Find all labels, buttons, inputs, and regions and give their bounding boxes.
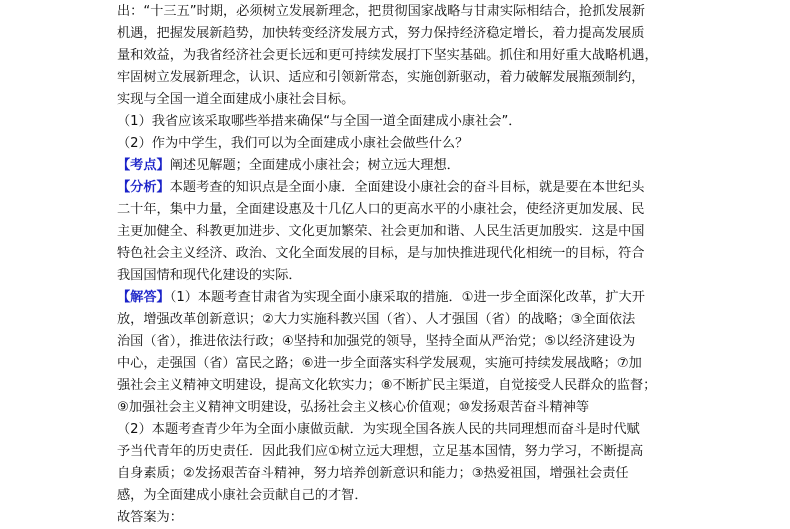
jieda-line: 感，为全面建成小康社会贡献自己的才智． [117,488,368,503]
answer-label: 故答案为： [117,510,183,525]
jieda-line: 治国（省），推进依法行政；④坚持和加强党的领导，坚持全面从严治党；⑤以经济建设为 [117,334,636,349]
paragraph-line: 实现与全国一道全面建成小康社会目标。 [117,92,355,107]
jieda-line [117,287,677,309]
jieda-line: （2）本题考查青少年为全面小康做贡献．为实现全国各族人民的共同理想而奋斗是时代赋 [117,422,640,437]
paragraph-line: 牢固树立发展新理念，认识、适应和引领新常态，实施创新驱动，着力破解发展瓶颈制约， [117,70,645,85]
document-body [117,0,677,529]
question-2: （2）作为中学生，我们可以为全面建成小康社会做些什么？ [117,136,469,151]
jieda-line: 放，增强改革创新意识；②大力实施科教兴国（省）、人才强国（省）的战略；③全面依法 [117,312,636,327]
fenxi-tag: 【分析】 [117,180,170,195]
jieda-line: ⑨加强社会主义精神文明建设，弘扬社会主义核心价值观；⑩发扬艰苦奋斗精神等 [117,400,590,415]
kaodian-line [117,155,677,177]
kaodian-text: 阐述见解题；全面建成小康社会；树立远大理想． [169,158,460,173]
jieda-text: （1）本题考查甘肃省为实现全面小康采取的措施．①进一步全面深化改革，扩大开 [169,290,645,305]
jieda-line: 强社会主义精神文明建设，提高文化软实力；⑧不断扩民主渠道，自觉接受人民群众的监督； [117,378,657,393]
paragraph-line: 出：“十三五”时期，必须树立发展新理念，把贯彻国家战略与甘肃实际相结合，抢抓发展新 [117,4,645,19]
kaodian-tag: 【考点】 [117,158,170,173]
fenxi-line: 主更加健全、科教更加进步、文化更加繁荣、社会更加和谐、人民生活更加殷实．这是中国 [117,224,645,239]
fenxi-line: 我国国情和现代化建设的实际． [117,268,302,283]
jieda-line: 予当代青年的历史责任．因此我们应①树立远大理想，立足基本国情，努力学习，不断提高 [117,444,644,459]
jieda-line: 自身素质；②发扬艰苦奋斗精神，努力培养创新意识和能力；③热爱祖国，增强社会责任 [117,466,629,481]
fenxi-text: 本题考查的知识点是全面小康．全面建设小康社会的奋斗目标，就是要在本世纪头 [169,180,645,195]
jieda-line: 中心，走强国（省）富民之路；⑥进一步全面落实科学发展观，实施可持续发展战略；⑦加 [117,356,642,371]
fenxi-line: 特色社会主义经济、政治、文化全面发展的目标，是与加快推进现代化相统一的目标，符合 [117,246,645,261]
question-1: （1）我省应该采取哪些举措来确保“与全国一道全面建成小康社会”． [117,114,522,129]
paragraph-line: 机遇，把握发展新趋势，加快转变经济发展方式，努力保持经济稳定增长，着力提高发展质 [117,26,645,41]
jieda-tag: 【解答】 [117,290,170,305]
fenxi-line [117,177,677,199]
paragraph-line: 量和效益，为我省经济社会更长远和更可持续发展打下坚实基础。抓住和用好重大战略机遇， [117,48,658,63]
fenxi-line: 二十年，集中力量，全面建设惠及十几亿人口的更高水平的小康社会，使经济更加发展、民 [117,202,645,217]
